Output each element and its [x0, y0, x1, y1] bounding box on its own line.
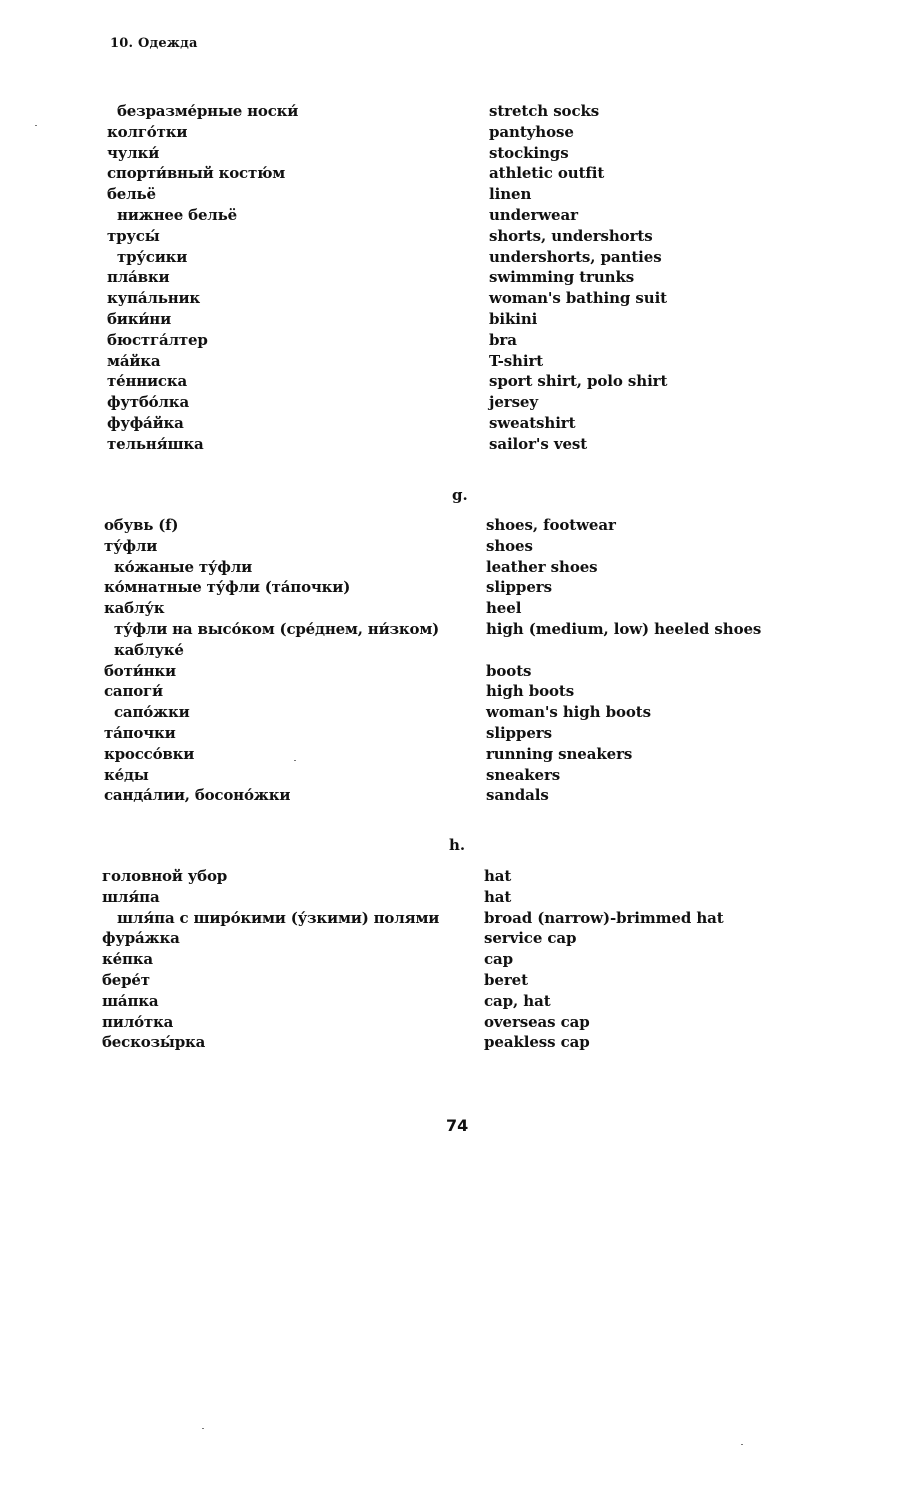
russian-term: купа́льник [107, 289, 201, 308]
entry-row [0, 765, 918, 786]
russian-term: ма́йка [107, 351, 161, 370]
entry-row [0, 351, 918, 372]
russian-term: бескозы́рка [102, 1033, 206, 1052]
russian-term: бере́т [102, 970, 150, 989]
entry-row [0, 928, 918, 949]
english-translation: broad (narrow)-brimmed hat [484, 908, 724, 927]
entry-row [0, 577, 918, 598]
entry-row [0, 515, 918, 536]
entry-row [0, 371, 918, 392]
page-number: 74 [446, 1116, 469, 1135]
english-translation: cap [484, 950, 514, 969]
english-translation: service cap [484, 929, 577, 948]
english-translation: jersey [489, 393, 538, 412]
russian-term: ша́пка [102, 991, 159, 1010]
russian-term: ко́жаные ту́фли [114, 557, 253, 576]
section-h-label: h. [449, 836, 466, 854]
russian-term: трусы́ [107, 226, 160, 245]
russian-term: каблу́к [104, 599, 165, 618]
russian-term: бюстга́лтер [107, 330, 208, 349]
russian-term: спорти́вный костю́м [107, 164, 286, 183]
section-g-label: g. [452, 486, 468, 504]
english-translation: overseas cap [484, 1012, 590, 1031]
entry-row [0, 557, 918, 578]
russian-term: кроссо́вки [104, 744, 195, 763]
russian-term: те́нниска [107, 372, 188, 391]
entry-row [0, 723, 918, 744]
entry-row [0, 702, 918, 723]
russian-term: боти́нки [104, 661, 176, 680]
section-f [0, 101, 918, 455]
entry-row [0, 413, 918, 434]
russian-term: фуфа́йка [107, 413, 184, 432]
section-h [0, 866, 918, 1053]
russian-term: каблуке́ [114, 640, 184, 659]
russian-term: ко́мнатные ту́фли (та́почки) [104, 578, 351, 597]
english-translation: underwear [489, 205, 578, 224]
english-translation: athletic outfit [489, 164, 605, 183]
entry-row [0, 661, 918, 682]
english-translation: shoes [486, 536, 533, 555]
russian-term: ту́фли на высо́ком (сре́днем, ни́зком) [114, 619, 440, 638]
english-translation: bra [489, 330, 517, 349]
russian-term: бельё [107, 185, 156, 204]
entry-list [0, 101, 918, 455]
english-translation: stretch socks [489, 102, 600, 120]
entry-row [0, 309, 918, 330]
russian-term: тельня́шка [107, 434, 204, 453]
russian-term: футбо́лка [107, 393, 189, 412]
entry-row [0, 640, 918, 661]
russian-term: пла́вки [107, 268, 170, 287]
english-translation: peakless cap [484, 1033, 590, 1052]
english-translation: swimming trunks [489, 268, 635, 287]
entry-row [0, 598, 918, 619]
english-translation: cap, hat [484, 991, 551, 1010]
russian-term: шля́па [102, 887, 160, 906]
russian-term: тру́сики [117, 247, 188, 266]
english-translation: slippers [486, 723, 552, 742]
entry-row [0, 330, 918, 351]
entry-row [0, 949, 918, 970]
english-translation: sandals [486, 786, 549, 805]
english-translation: sailor's vest [489, 434, 588, 453]
russian-term: нижнее бельё [117, 205, 237, 224]
english-translation: hat [484, 887, 512, 906]
russian-term: ке́пка [102, 950, 153, 969]
entry-row [0, 681, 918, 702]
english-translation: shorts, undershorts [489, 226, 653, 245]
entry-row [0, 1012, 918, 1033]
russian-term: обувь (f) [104, 516, 179, 534]
russian-term: сапо́жки [114, 703, 190, 722]
russian-term: санда́лии, босоно́жки [104, 786, 291, 805]
entry-list [0, 515, 918, 806]
entry-row [0, 785, 918, 806]
page-header: 10. Одежда [110, 36, 198, 51]
entry-row [0, 247, 918, 268]
entry-row [0, 619, 918, 640]
entry-row [0, 163, 918, 184]
english-translation: stockings [489, 143, 569, 162]
english-translation: high boots [486, 682, 575, 701]
entry-row [0, 434, 918, 455]
russian-term: бики́ни [107, 309, 171, 328]
russian-term: фура́жка [102, 929, 180, 948]
entry-row [0, 184, 918, 205]
russian-term: сапоги́ [104, 682, 163, 701]
english-translation: pantyhose [489, 122, 574, 141]
english-translation: sweatshirt [489, 413, 576, 432]
entry-row [0, 267, 918, 288]
entry-row [0, 392, 918, 413]
entry-row [0, 1032, 918, 1053]
english-translation: woman's bathing suit [489, 289, 668, 308]
english-translation: undershorts, panties [489, 247, 662, 266]
english-translation: boots [486, 661, 532, 680]
entry-row [0, 744, 918, 765]
russian-term: колго́тки [107, 122, 188, 141]
entry-row [0, 991, 918, 1012]
entry-row [0, 536, 918, 557]
english-translation: woman's high boots [486, 703, 651, 722]
entry-row [0, 101, 918, 122]
russian-term: ке́ды [104, 765, 149, 784]
russian-term: безразме́рные носки́ [117, 102, 299, 120]
english-translation: heel [486, 599, 522, 618]
russian-term: шля́па с широ́кими (у́зкими) полями [117, 908, 440, 927]
scan-speck [202, 1428, 204, 1429]
entry-row [0, 970, 918, 991]
entry-row [0, 226, 918, 247]
entry-row [0, 288, 918, 309]
english-translation: linen [489, 185, 532, 204]
english-translation: leather shoes [486, 557, 598, 576]
entry-row [0, 122, 918, 143]
english-translation: sport shirt, polo shirt [489, 372, 668, 391]
entry-row [0, 866, 918, 887]
english-translation: sneakers [486, 765, 561, 784]
english-translation: hat [484, 867, 512, 885]
section-g [0, 515, 918, 806]
english-translation: slippers [486, 578, 552, 597]
entry-row [0, 143, 918, 164]
russian-term: ту́фли [104, 536, 158, 555]
russian-term: пило́тка [102, 1012, 174, 1031]
russian-term: головной убор [102, 867, 228, 885]
entry-row [0, 205, 918, 226]
english-translation: T-shirt [489, 351, 544, 370]
english-translation: running sneakers [486, 744, 633, 763]
russian-term: та́почки [104, 723, 176, 742]
entry-list [0, 866, 918, 1053]
english-translation: beret [484, 970, 528, 989]
entry-row [0, 887, 918, 908]
entry-row [0, 908, 918, 929]
scan-speck [741, 1444, 743, 1445]
scan-speck [294, 760, 296, 761]
scan-speck [35, 125, 37, 126]
english-translation: high (medium, low) heeled shoes [486, 619, 762, 638]
english-translation: shoes, footwear [486, 516, 616, 534]
russian-term: чулки́ [107, 143, 160, 162]
english-translation: bikini [489, 309, 538, 328]
